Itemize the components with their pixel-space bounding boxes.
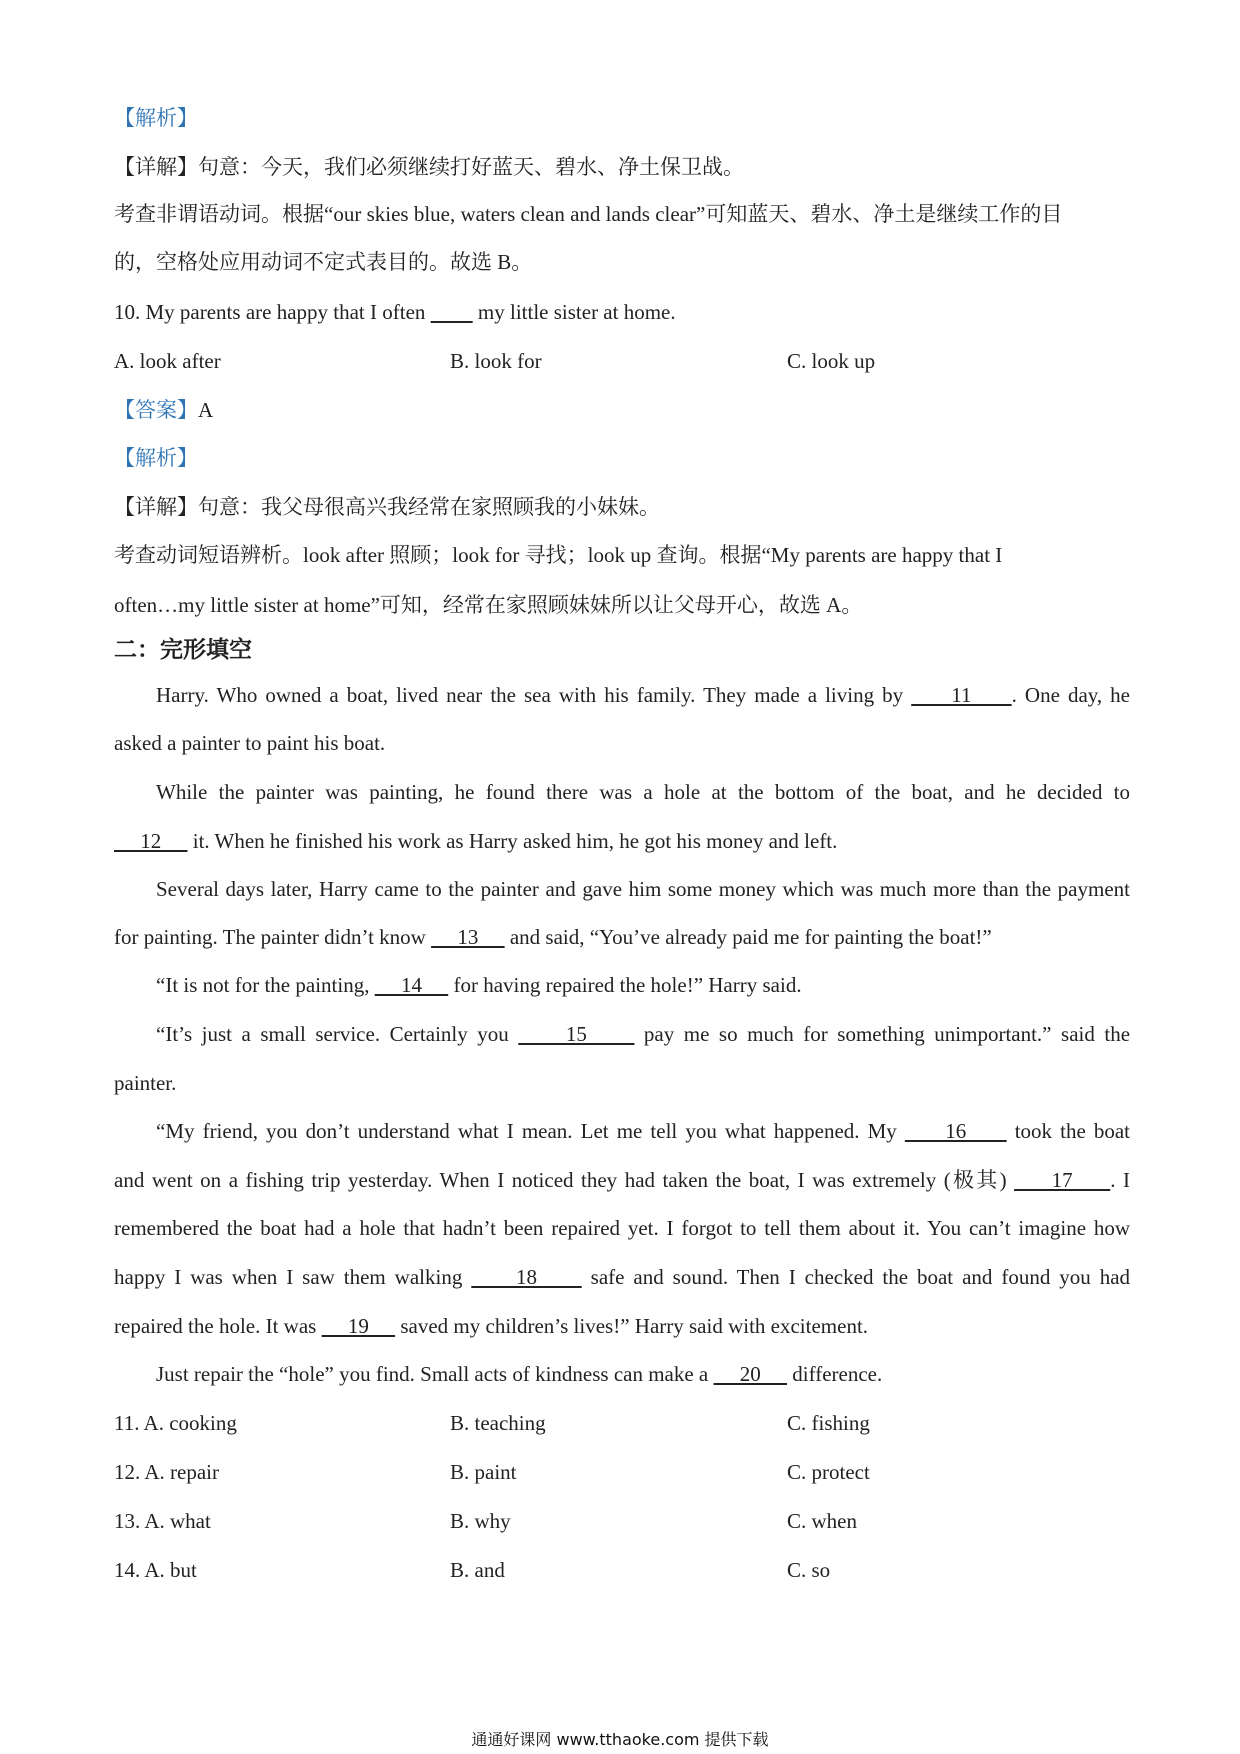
answer-line [114,396,213,424]
blank-13: 13 [431,925,505,949]
analysis-label: 【解析】 [114,106,198,130]
explanation-line: 的，空格处应用动词不定式表目的。故选 B。 [114,250,533,274]
passage-line [114,1312,868,1340]
answer-label: 【答案】 [114,398,198,422]
passage-line [156,971,802,999]
passage-text: . One day, he [1011,683,1130,707]
option-a: A. look after [114,349,221,373]
passage-line [114,923,992,951]
option-11-b: B. teaching [450,1411,546,1435]
passage-line: painter. [114,1071,177,1095]
blank-18: 18 [471,1265,582,1289]
answer-value: A [198,398,214,422]
passage-text: difference. [787,1362,883,1386]
option-12-a: 12. A. repair [114,1460,219,1484]
section-title: 二：完形填空 [114,637,252,663]
passage-text: for painting. The painter didn’t know [114,925,432,949]
option-12-c: C. protect [787,1460,870,1484]
blank-20: 20 [713,1362,788,1386]
blank-11: 11 [911,683,1012,707]
footer-watermark[interactable]: 通通好课网 www.tthaoke.com 提供下载 [471,1730,769,1749]
passage-line [114,1166,1130,1194]
passage-text: “It’s just a small service. Certainly you [156,1022,509,1046]
blank-16: 16 [904,1119,1007,1143]
option-14-c: C. so [787,1558,831,1582]
passage-text: for having repaired the hole!” Harry said. [448,973,802,997]
option-11-c: C. fishing [787,1411,870,1435]
passage-text: Just repair the “hole” you find. Small acts of kindness can make a [156,1362,714,1386]
passage-text: “It is not for the painting, [156,973,375,997]
option-13-b: B. why [450,1509,511,1533]
blank-19: 19 [321,1314,396,1338]
passage-line: asked a painter to paint his boat. [114,731,386,755]
passage-line [156,1020,1130,1048]
passage-text: safe and sound. Then I checked the boat and found you had [590,1265,1131,1289]
blank-14: 14 [374,973,449,997]
passage-text: and said, “You’ve already paid me for painting the boat!” [504,925,992,949]
option-14-b: B. and [450,1558,505,1582]
passage-text: it. When he finished his work as Harry asked him, he got his money and left. [187,829,838,853]
option-13-a: 13. A. what [114,1509,211,1533]
passage-text: happy I was when I saw them walking [114,1265,463,1289]
passage-text: saved my children’s lives!” Harry said with excitement. [395,1314,869,1338]
option-14-a: 14. A. but [114,1558,197,1582]
option-13-c: C. when [787,1509,857,1533]
passage-text: “My friend, you don’t understand what I mean. Let me tell you what happened. My [156,1119,897,1143]
option-12-b: B. paint [450,1460,517,1484]
question-10-stem [114,298,676,326]
detail-text: 【详解】句意：今天，我们必须继续打好蓝天、碧水、净土保卫战。 [114,155,744,179]
option-c: C. look up [787,349,876,373]
stem-text: my little sister at home. [472,300,676,324]
answer-blank [431,300,473,324]
option-b: B. look for [450,349,542,373]
passage-line: remembered the boat had a hole that hadn’t been repaired yet. I forgot to tell them about it. You can’t imagine how [114,1216,1130,1240]
passage-line [156,1117,1130,1145]
blank-12: 12 [114,829,188,853]
passage-line [114,1263,1130,1291]
option-11-a: 11. A. cooking [114,1411,237,1435]
passage-text: repaired the hole. It was [114,1314,322,1338]
passage-text: took the boat [1014,1119,1131,1143]
passage-line [156,1360,882,1388]
explanation-line: often…my little sister at home”可知，经常在家照顾妹妹所以让父母开心，故选 A。 [114,593,863,617]
passage-text: Harry. Who owned a boat, lived near the sea with his family. They made a living by [156,683,904,707]
detail-text: 【详解】句意：我父母很高兴我经常在家照顾我的小妹妹。 [114,495,660,519]
passage-line: Several days later, Harry came to the painter and gave him some money which was much more than the payment [156,877,1130,901]
analysis-label: 【解析】 [114,446,198,470]
blank-15: 15 [518,1022,635,1046]
blank-17: 17 [1014,1168,1111,1192]
explanation-line: 考查动词短语辨析。look after 照顾；look for 寻找；look up 查询。根据“My parents are happy that I [114,543,1003,567]
passage-text: pay me so much for something unimportant.” said the [643,1022,1131,1046]
passage-line: While the painter was painting, he found there was a hole at the bottom of the boat, and he decided to [156,780,1130,804]
passage-text: . I [1110,1168,1130,1192]
explanation-line: 考查非谓语动词。根据“our skies blue, waters clean and lands clear”可知蓝天、碧水、净土是继续工作的目 [114,202,1063,226]
passage-line [114,827,837,855]
passage-text: and went on a fishing trip yesterday. When I noticed they had taken the boat, I was extremely (极其) [114,1168,1007,1192]
stem-text: 10. My parents are happy that I often [114,300,431,324]
passage-line [156,681,1130,709]
